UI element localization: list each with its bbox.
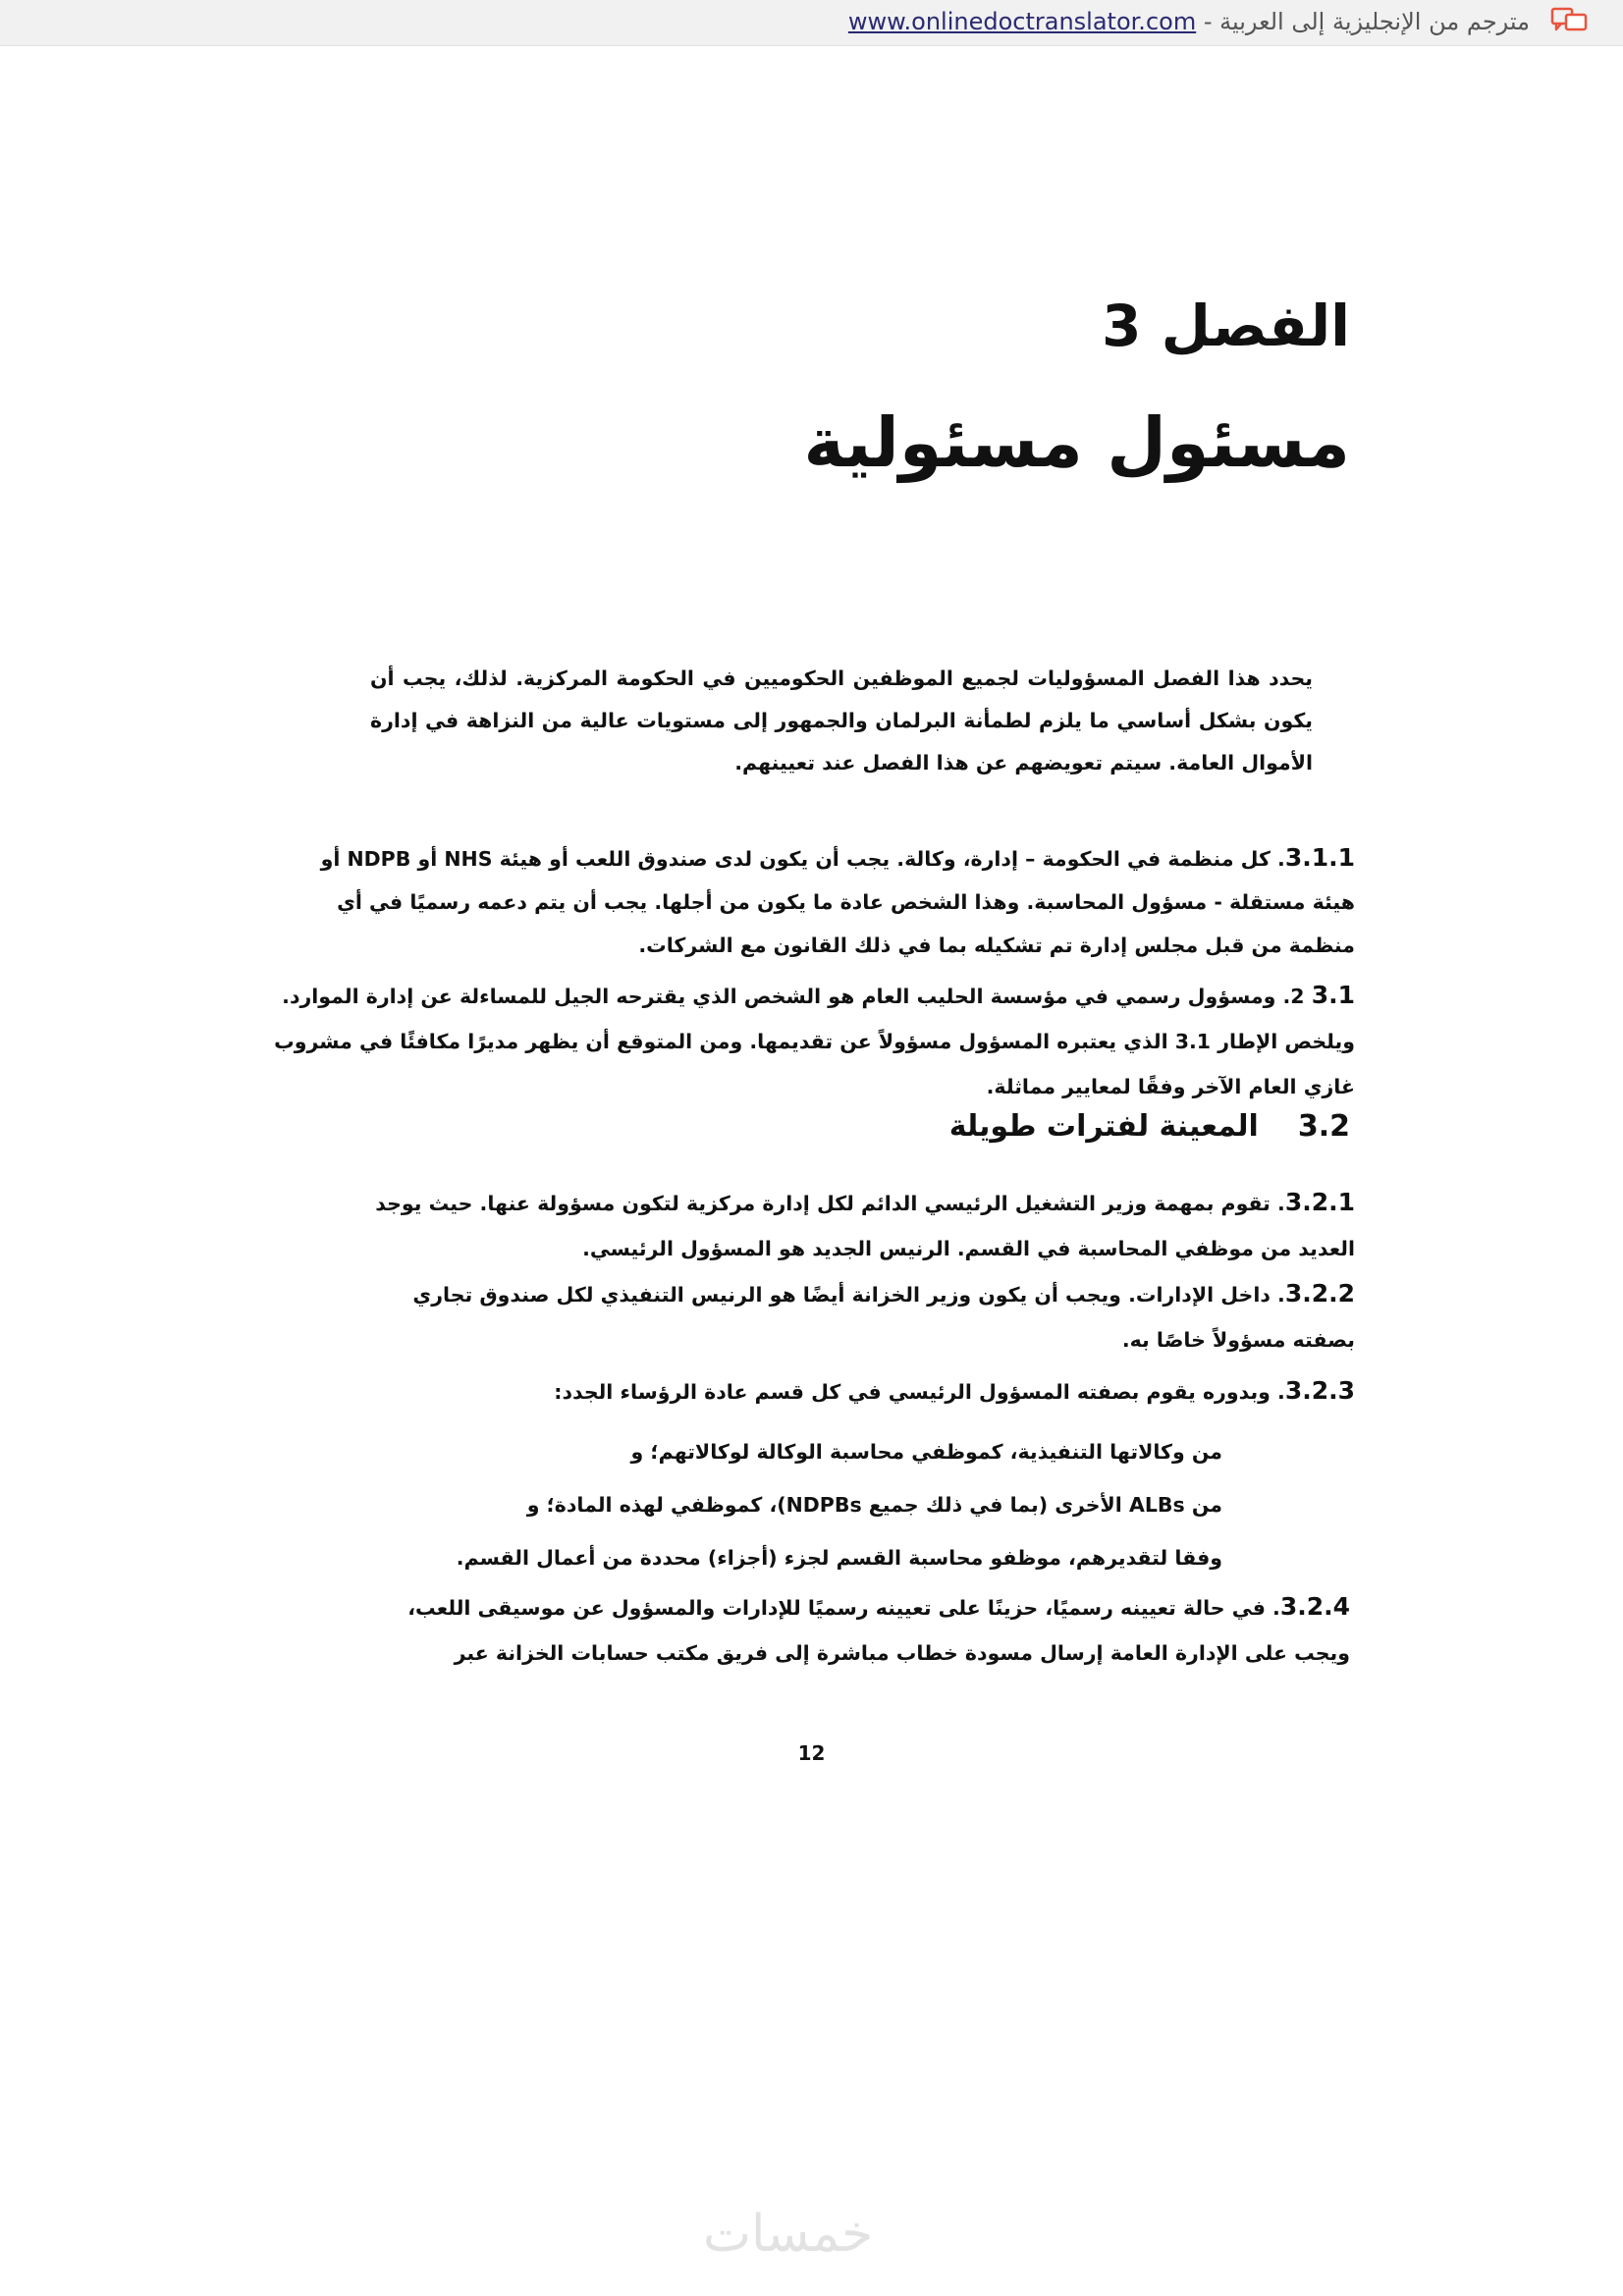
paragraph-number: 3.1.1: [1284, 843, 1355, 872]
paragraph-text: . كل منظمة في الحكومة – إدارة، وكالة. يجب أن يكون لدى صندوق اللعب أو هيئة NHS أو NDPB أو هيئة مستقلة - مسؤول المحاسبة. وهذا الشخص عادة ما يكون من أجلها. يجب أن يتم دعمه رسميًا في أي منظمة من قبل مجلس إدارة تم تشكيله بما في ذلك القانون مع الشركات.: [320, 847, 1355, 957]
paragraph-number: 3.2.2: [1284, 1279, 1355, 1308]
paragraph-3-2-2: [353, 1271, 1355, 1362]
watermark-logo: خمسات: [703, 2205, 874, 2264]
paragraph-text: . داخل الإدارات. ويجب أن يكون وزير الخزانة أيضًا هو الرنيس التنفيذي لكل صندوق تجاري بصفته مسؤولاً خاصًا به.: [412, 1283, 1355, 1352]
paragraph-number: 3.2.3: [1284, 1376, 1355, 1405]
paragraph-3-2-4: [358, 1584, 1350, 1676]
list-item: من ALBs الأخرى (بما في ذلك جميع NDPBs)، كموظفي لهذه المادة؛ و: [526, 1493, 1222, 1517]
paragraph-3-1-2: [265, 973, 1355, 1109]
intro-paragraph: يحدد هذا الفصل المسؤوليات لجميع الموظفين الحكوميين في الحكومة المركزية. لذلك، يجب أن يكون بشكل أساسي ما يلزم لطمأنة البرلمان والجمهور إلى مستويات عالية من النزاهة في إدارة الأموال العامة. سيتم تعويضهم عن هذا الفصل عند تعيينهم.: [370, 667, 1313, 774]
section-number: 3.2: [1297, 1109, 1350, 1144]
translator-banner: [0, 0, 1623, 46]
paragraph-text: 2. ومسؤول رسمي في مؤسسة الحليب العام هو الشخص الذي يقترحه الجيل للمساءلة عن إدارة الموارد. ويلخص الإطار 3.1 الذي يعتبره المسؤول مسؤولاً عن تقديمها. ومن المتوقع أن يظهر مديرًا مكافئًا في مشروب غازي العام الآخر وفقًا لمعايير مماثلة.: [274, 985, 1355, 1098]
paragraph-number: 3.2.1: [1284, 1188, 1355, 1216]
chapter-label: الفصل 3: [1102, 293, 1350, 359]
paragraph-text: . في حالة تعيينه رسميًا، حزينًا على تعيينه رسميًا للإدارات والمسؤول عن موسيقى اللعب، ويجب على الإدارة العامة إرسال مسودة خطاب مباشرة إلى فريق مكتب حسابات الخزانة عبر: [407, 1596, 1350, 1665]
banner-text: [848, 8, 1530, 35]
sub-list: [339, 1425, 1222, 1584]
list-item: وفقا لتقديرهم، موظفو محاسبة القسم لجزء (أجزاء) محددة من أعمال القسم.: [456, 1546, 1222, 1570]
page-number: 12: [797, 1741, 826, 1765]
section-title: المعينة لفترات طويلة: [948, 1109, 1259, 1144]
paragraph-3-1-1: [295, 836, 1355, 967]
paragraph-text: . وبدوره يقوم بصفته المسؤول الرئيسي في كل قسم عادة الرؤساء الجدد:: [554, 1380, 1285, 1404]
translator-logo-icon: [1550, 6, 1588, 33]
banner-link[interactable]: www.onlinedoctranslator.com: [847, 8, 1197, 35]
paragraph-number: 3.1: [1311, 981, 1355, 1009]
section-heading: [949, 1109, 1350, 1144]
banner-prefix: مترجم من الإنجليزية إلى العربية -: [1196, 8, 1530, 35]
paragraph-3-2-3: [373, 1368, 1355, 1415]
chapter-title: مسئول مسئولية: [803, 402, 1350, 483]
paragraph-text: . تقوم بمهمة وزير التشغيل الرئيسي الدائم لكل إدارة مركزية لتكون مسؤولة عنها. حيث يوجد العديد من موظفي المحاسبة في القسم. الرنيس الجديد هو المسؤول الرئيسي.: [375, 1192, 1355, 1260]
paragraph-3-2-1: [334, 1180, 1355, 1271]
paragraph-number: 3.2.4: [1279, 1592, 1350, 1621]
list-item: من وكالاتها التنفيذية، كموظفي محاسبة الوكالة لوكالاتهم؛ و: [630, 1440, 1222, 1464]
